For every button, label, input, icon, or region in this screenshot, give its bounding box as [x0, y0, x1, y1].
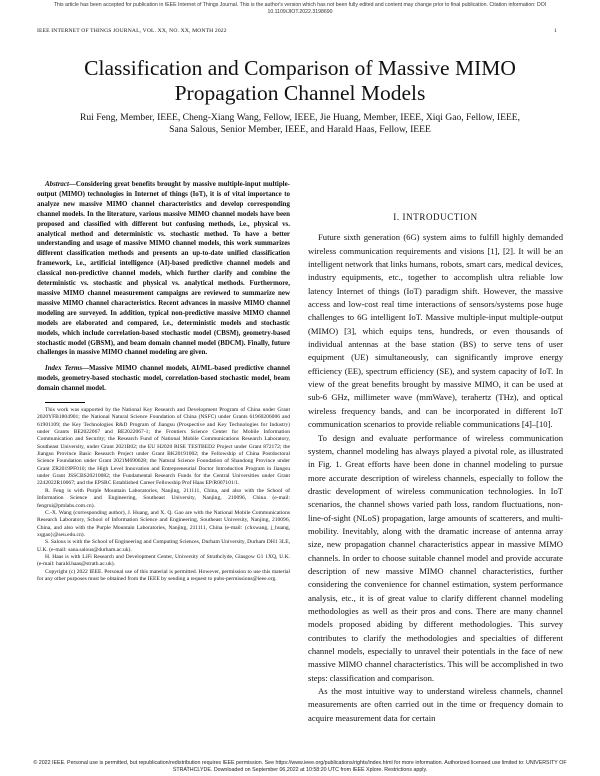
footnote-funding: This work was supported by the National Key Research and Development Program of China under Grant 2020YFB1804901; the National Natural Science Foundation of China (NSFC) under Grants 61960206006 and 61901109; the Key Technologies R&D Program of Jiangsu (Prospective and Key Technologies for Industry) under Grants BE2022067 and BE2022067-1; the Frontiers Science Center for Mobile Information Communication and Security; the Research Fund of National Mobile Communications Research Laboratory, Southeast University, under Grant 2021B02; the EU H2020 RISE TESTBED2 Project under Grant 872172; the Jiangsu Province Basic Research Project under Grant BK20191002; the Fellowship of China Postdoctoral Science Foundation under Grant 2021M690628; the Natural Science Foundation of Shandong Province under Grant ZR2019PF010; the High Level Innovation and Entrepreneurial Doctor Introduction Program in Jiangsu under Grant JSSCBS20210082; the Fundamental Research Funds for the Central Universities under Grant 2242022R10067; and the EPSRC Established Career Fellowship Prof Haas EP/R007101/1. — [37, 407, 290, 487]
authors-line-2: Sana Salous, Senior Member, IEEE, and Harald Haas, Fellow, IEEE — [169, 124, 431, 135]
journal-header-text: IEEE INTERNET OF THINGS JOURNAL, VOL. XX, NO. XX, MONTH 2022 — [37, 28, 227, 34]
abstract-text: Considering great benefits brought by massive multiple-input multiple-output (MIMO) technologies in Internet of things (IoT), it is of vital importance to analyze new massive MIMO channel characteristics and develop corresponding channel models. In the literature, various massive MIMO channel models have been proposed and classified with different but confusing methods, i.e., physical vs. analytical method and deterministic vs. stochastic method. To have a better understanding and usage of massive MIMO channel models, this work summarizes different classification methods and presents an up-to-date unified classification framework, i.e., artificial intelligence (AI)-based predictive channel models and classical non-predictive channel models, which further clarify and combine the deterministic vs. stochastic and physical vs. analytical methods. Furthermore, massive MIMO channel measurement campaigns are reviewed to summarize new massive MIMO channel characteristics. Recent advances in massive MIMO channel modeling are surveyed. In addition, typical non-predictive massive MIMO channel models are elaborated and compared, i.e., deterministic models and stochastic models, which include correlation-based stochastic model (CBSM), geometry-based stochastic model (GBSM), and beam domain channel model (BDCM). Finally, future challenges in massive MIMO channel modeling are given. — [37, 180, 290, 357]
footnote-affiliation-feng: R. Feng is with Purple Mountain Laboratories, Nanjing, 211111, China, and also with the School of Information Science and Engineering, Southeast University, Nanjing, 210096, China (e-mail: fengrui@pmlabs.com.cn). — [37, 487, 290, 509]
publication-notice: This article has been accepted for publication in IEEE Internet of Things Journal. This is the author's version which has not been fully edited and content may change prior to final publication. Citation information: DOI 10.1109/JIOT.2022.3198690 — [53, 2, 547, 15]
index-terms-text: Massive MIMO channel models, AI/ML-based predictive channel models, geometry-based stochastic model, correlation-based stochastic model, beam domain channel model. — [37, 364, 290, 393]
abstract-label: Abstract— — [45, 180, 76, 188]
authors-line-1: Rui Feng, Member, IEEE, Cheng-Xiang Wang, Fellow, IEEE, Jie Huang, Member, IEEE, Xiqi Gao, Fellow, IEEE, — [79, 112, 521, 123]
author-list — [37, 112, 563, 136]
abstract — [37, 180, 290, 358]
footnote-affiliation-salous: S. Salous is with the School of Engineering and Computing Sciences, Durham University, Durham DH1 3LE, U.K. (e-mail: sana.salous@durham.ac.uk). — [37, 539, 290, 553]
index-terms — [37, 364, 290, 394]
intro-paragraph: Future sixth generation (6G) system aims to fulfill highly demanded wireless communication requirements and visions [1], [2]. It will be an intelligent network that links humans, robots, smart cars, medical devices, industry equipments, etc., together to accomplish ultra reliable low latency Internet of things (IoT) paradigm shift. However, the massive access and low-cost real time interactions of sensors/systems pose huge challenges to 6G intelligent IoT. Massive multiple-input multiple-output (MIMO) [3], which equips tens, hundreds, or even thousands of individual antennas at the base station (BS) to serve tens of user equipment (UE) simultaneously, can significantly improve energy efficiency (EE), spectrum efficiency (SE), and system capacity of IoT. In view of the great benefits brought by massive MIMO, it can be used at sub-6 GHz, millimeter wave (mmWave), terahertz (THz), and optical wireless frequency bands, and can be incorporated in different IoT communication scenarios to provide reliable communications [4]–[10]. — [308, 232, 563, 430]
copyright-notice: © 2022 IEEE. Personal use is permitted, but republication/redistribution requires IEEE permission. See https://www.ieee.org/publications/rights/index.html for more information. Authorized licensed use limited to: UNIVERSITY OF STRATHCLYDE. Downloaded on September 06,2022 at 10:58:20 UTC from IEEE Xplore. Restrictions apply. — [33, 760, 567, 773]
running-header — [37, 28, 557, 34]
intro-paragraph: To design and evaluate performance of wireless communication system, channel modeling has always played a pivotal role, as illustrated in Fig. 1. Great efforts have been done in channel modeling to pursue more accurate description of wireless channels, especially to follow the drastic development of wireless communication technologies. In IoT scenarios, the channel shows varied path loss, random fluctuations, non-line-of-sight (NLoS) propagation, large amounts of scatterers, and multi-mobility. Inevitably, along with the dramatic increase of antenna array size, new propagation channel characteristics appear in massive MIMO channels. In order to choose suitable channel model and provide accurate description of new massive MIMO channel characteristics, further considering the convenience for channel estimation, system performance analysis, etc., it is of great value to clarify different channel modeling methodologies as well as their pros and cons. There are many channel models proposed abiding by different methodologies. This survey contributes to clarify the methodologies and specialties of different channel models, especially to unravel their potentials in the face of new massive MIMO channel characteristics. This will be accomplished in two steps: classification and comparison. — [308, 432, 563, 683]
footnote-affiliation-haas: H. Haas is with LiFi Research and Development Center, University of Strathclyde, Glasgow G1 1XQ, U.K. (e-mail: harald.haas@strath.ac.uk). — [37, 553, 290, 568]
footnote-affiliation-wang: C.-X. Wang (corresponding author), J. Huang, and X. Q. Gao are with the National Mobile Communications Research Laboratory, School of Information Science and Engineering, Southeast University, Nanjing, 210096, China, and also with the Purple Mountain Laboratories, Nanjing, 211111, China (e-mail: {chxwang, j_huang, xqgao}@seu.edu.cn). — [37, 509, 290, 538]
intro-paragraph: As the most intuitive way to understand wireless channels, channel measurements are often carried out in the time or frequency domain to acquire measurement data for certain — [308, 686, 563, 723]
footnote-divider — [45, 402, 85, 403]
index-terms-label: Index Terms— — [45, 364, 89, 373]
left-column — [37, 180, 290, 583]
right-column — [308, 180, 563, 725]
page-number: 1 — [554, 28, 557, 34]
paper-title: Classification and Comparison of Massive MIMO Propagation Channel Models — [84, 56, 516, 105]
footnote-copyright: Copyright (c) 2022 IEEE. Personal use of this material is permitted. However, permission to use this material for any other purposes must be obtained from the IEEE by sending a request to pubs-permissions@ieee.org. — [37, 568, 290, 582]
section-heading: I. INTRODUCTION — [393, 212, 478, 222]
